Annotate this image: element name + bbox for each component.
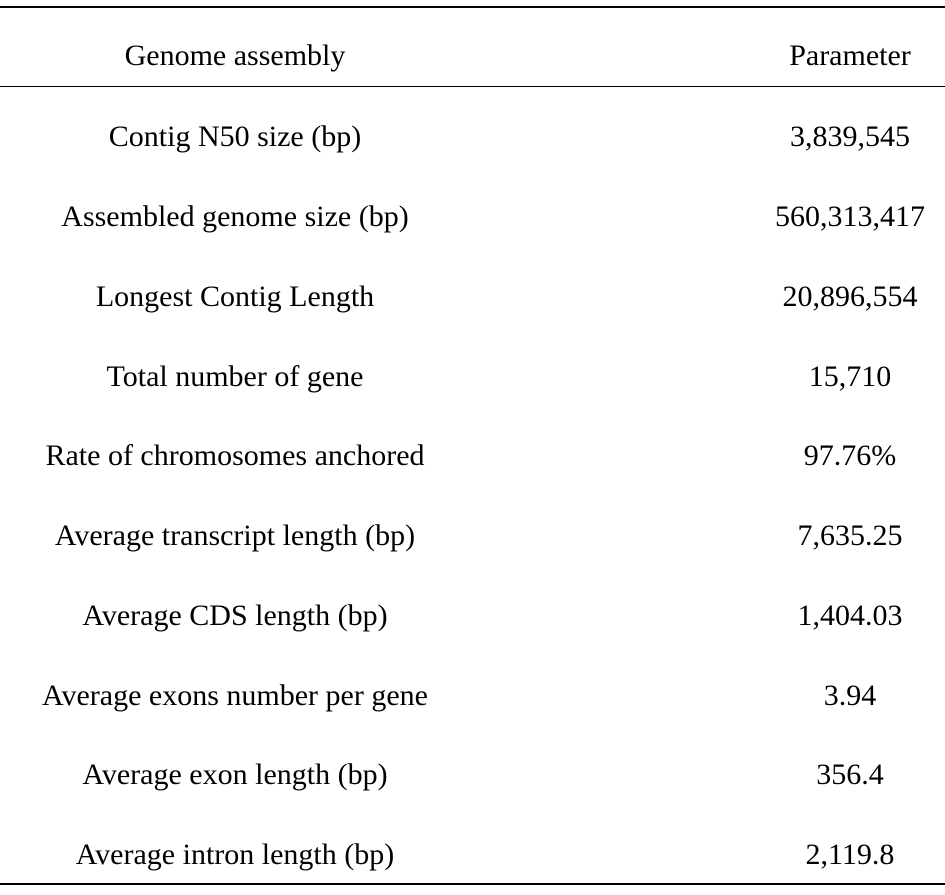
table-row	[0, 277, 945, 317]
table-row	[0, 835, 945, 875]
row-label: Average exon length (bp)	[82, 758, 388, 791]
row-value: 3.94	[823, 679, 877, 712]
table-row	[0, 755, 945, 795]
row-label: Average intron length (bp)	[75, 838, 395, 871]
row-label: Contig N50 size (bp)	[108, 120, 362, 153]
table-row	[0, 676, 945, 716]
row-label: Average CDS length (bp)	[82, 599, 388, 632]
row-value: 3,839,545	[790, 120, 910, 153]
row-value: 15,710	[808, 360, 892, 393]
table-row	[0, 516, 945, 556]
header-parameter: Parameter	[789, 39, 911, 72]
table-header-rule	[0, 86, 945, 87]
table-top-rule	[0, 6, 945, 8]
row-label: Assembled genome size (bp)	[61, 200, 409, 233]
table-row	[0, 117, 945, 157]
row-value: 560,313,417	[775, 200, 925, 233]
table-row	[0, 436, 945, 476]
table-row	[0, 197, 945, 237]
row-value: 2,119.8	[805, 838, 895, 871]
row-value: 20,896,554	[782, 280, 918, 313]
row-label: Average transcript length (bp)	[54, 519, 416, 552]
row-value: 356.4	[816, 758, 884, 791]
row-label: Total number of gene	[106, 360, 364, 393]
header-genome-assembly: Genome assembly	[124, 39, 346, 72]
row-label: Average exons number per gene	[42, 679, 428, 712]
table-bottom-rule	[0, 883, 945, 885]
row-value: 1,404.03	[797, 599, 903, 632]
row-label: Rate of chromosomes anchored	[45, 439, 425, 472]
table-header-row	[0, 36, 945, 76]
table-row	[0, 357, 945, 397]
table-row	[0, 596, 945, 636]
row-value: 7,635.25	[797, 519, 903, 552]
row-label: Longest Contig Length	[95, 280, 375, 313]
row-value: 97.76%	[803, 439, 897, 472]
